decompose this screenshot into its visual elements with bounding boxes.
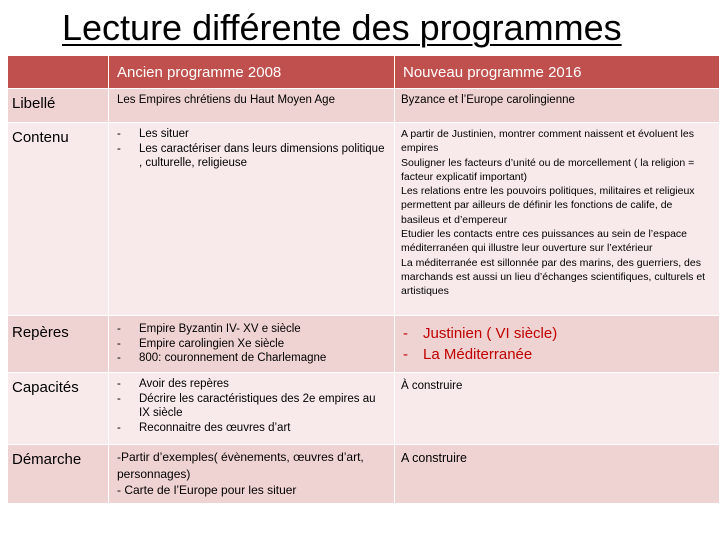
list-item: - Empire carolingien Xe siècle — [117, 337, 386, 352]
paragraph: A partir de Justinien, montrer comment naissent et évoluent les empires — [401, 128, 694, 155]
row-reperes — [8, 316, 720, 373]
paragraph: Souligner les facteurs d’unité ou de morcellement ( la religion = facteur explicatif important) — [401, 156, 695, 183]
row-demarche — [8, 445, 720, 504]
demarche-nouveau: A construire — [395, 445, 720, 504]
capacites-ancien — [109, 373, 395, 445]
row-label: Libellé — [8, 89, 109, 123]
reperes-nouveau — [395, 316, 720, 373]
list-item: - Empire Byzantin IV- XV e siècle — [117, 322, 386, 337]
row-label: Démarche — [8, 445, 109, 504]
row-label: Capacités — [8, 373, 109, 445]
header-ancien-programme: Ancien programme 2008 — [109, 56, 395, 89]
list-item: - Les caractériser dans leurs dimensions politique , culturelle, religieuse — [117, 142, 386, 171]
capacites-nouveau: À construire — [395, 373, 720, 445]
comparison-table — [7, 55, 720, 504]
row-label: Repères — [8, 316, 109, 373]
contenu-nouveau — [395, 123, 720, 316]
demarche-ancien — [109, 445, 395, 504]
list-item: - Avoir des repères — [117, 377, 386, 392]
header-nouveau-programme: Nouveau programme 2016 — [395, 56, 720, 89]
paragraph: - Carte de l’Europe pour les situer — [117, 483, 297, 497]
paragraph: Les relations entre les pouvoirs politiques, militaires et religieux permettent par ailleurs de définir les fonctions de calife, de basileus et d’empereur — [401, 185, 695, 226]
list-item: - Décrire les caractéristiques des 2e empires au IX siècle — [117, 392, 386, 421]
page-title: Lecture différente des programmes — [62, 7, 622, 48]
row-label: Contenu — [8, 123, 109, 316]
list-item: - 800: couronnement de Charlemagne — [117, 351, 386, 366]
row-capacites — [8, 373, 720, 445]
list-item: - Les situer — [117, 127, 386, 142]
paragraph: La méditerranée est sillonnée par des marins, des guerriers, des marchands est aussi un lieu d’échanges scientifiques, culturels et artistiques — [401, 256, 706, 298]
table-header-row — [8, 56, 720, 89]
libelle-ancien: Les Empires chrétiens du Haut Moyen Age — [109, 89, 395, 123]
row-libelle — [8, 89, 720, 123]
reperes-ancien — [109, 316, 395, 373]
list-item: - La Méditerranée — [401, 344, 713, 365]
row-contenu — [8, 123, 720, 316]
libelle-nouveau: Byzance et l’Europe carolingienne — [395, 89, 720, 123]
list-item: - Reconnaitre des œuvres d’art — [117, 421, 386, 436]
header-empty — [8, 56, 109, 89]
paragraph: Etudier les contacts entre ces puissances au sein de l’espace méditerranéen qui illustre leur ouverture sur l’extérieur — [401, 228, 687, 255]
paragraph: -Partir d’exemples( évènements, œuvres d’art, personnages) — [117, 450, 364, 481]
contenu-ancien — [109, 123, 395, 316]
list-item: - Justinien ( VI siècle) — [401, 323, 713, 344]
